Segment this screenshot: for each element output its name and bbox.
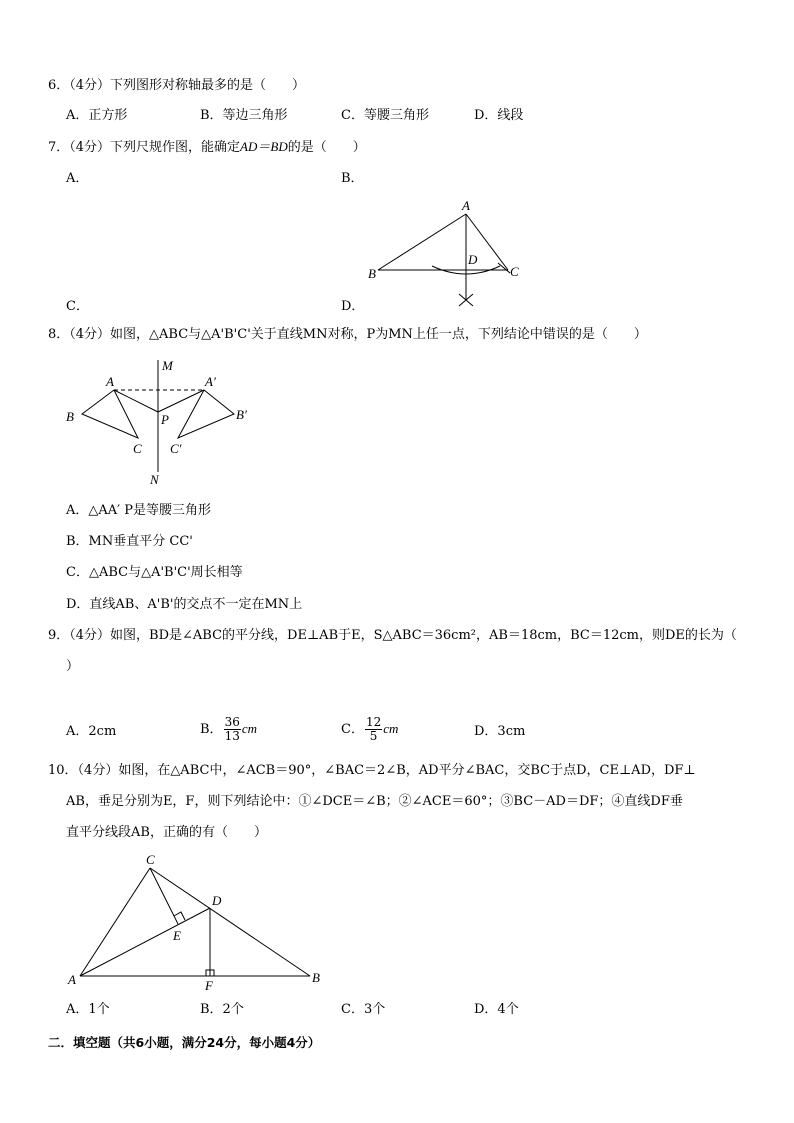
q10-option-b: B．2个 <box>200 1002 244 1017</box>
q8-option-a: A．△AA′ P是等腰三角形 <box>66 503 211 518</box>
q7-label-b: B <box>368 266 376 281</box>
q8-label-m: M <box>162 358 173 373</box>
q10-label-c: C <box>146 852 155 867</box>
q8-label-a: A <box>106 374 114 389</box>
q8-option-d: D．直线AB、A'B'的交点不一定在MN上 <box>66 597 303 612</box>
q8-label-b: B <box>66 409 74 424</box>
q8-label-n: N <box>150 472 159 487</box>
q10-stem-line1: 10．（4分）如图，在△ABC中，∠ACB＝90°，∠BAC＝2∠B，AD平分∠BAC，交BC于点D，CE⊥AD，DF⊥ <box>48 763 696 778</box>
q9-option-a: A．2cm <box>66 724 117 739</box>
q7-option-b: B． <box>341 171 364 186</box>
q9-option-b-label: B． <box>200 722 223 737</box>
q10-side-ac <box>80 868 150 976</box>
q9-option-c-unit: cm <box>383 721 399 736</box>
q9-option-b-unit: cm <box>241 721 258 736</box>
q10-label-b: B <box>312 970 320 985</box>
q8-option-b: B．MN垂直平分 CC' <box>66 534 193 549</box>
q10-stem-line2: AB，垂足分别为E，F，则下列结论中：①∠DCE＝∠B；②∠ACE＝60°；③BC－AD＝DF；④直线DF垂 <box>66 794 683 809</box>
q8-label-c: C <box>133 441 142 456</box>
q6-option-c: C．等腰三角形 <box>341 108 429 123</box>
q10-option-c: C．3个 <box>341 1002 386 1017</box>
q10-label-d: D <box>212 893 222 908</box>
q7-option-a: A． <box>66 171 89 186</box>
q8-label-c-prime: C′ <box>170 441 182 456</box>
q10-line-ad <box>80 908 210 976</box>
q9-option-c-numerator: 12 <box>365 715 382 729</box>
q7-option-c: C． <box>66 299 89 314</box>
section-2-title: 二．填空题（共6小题，满分24分，每小题4分） <box>48 1035 321 1050</box>
q10-label-e: E <box>173 928 181 943</box>
q9-option-d: D．3cm <box>474 724 526 739</box>
q9-option-c-denominator: 5 <box>369 729 378 743</box>
q9-stem-line2: ） <box>66 659 80 674</box>
q9-option-b-denominator: 13 <box>224 729 240 743</box>
q9-option-c-label: C． <box>341 722 364 737</box>
q10-option-d: D．4个 <box>474 1002 519 1017</box>
q6-option-a: A．正方形 <box>66 108 128 123</box>
q7-stem-pre: 7．（4分）下列尺规作图，能确定 <box>48 140 241 155</box>
q10-stem-line3: 直平分线段AB，正确的有（ ） <box>66 825 267 840</box>
q10-label-f: F <box>205 978 213 993</box>
q7-label-a: A <box>462 198 470 213</box>
q8-label-p: P <box>161 412 169 427</box>
q6-option-d: D．线段 <box>474 108 524 123</box>
q8-label-b-prime: B′ <box>236 407 247 422</box>
q10-option-a: A．1个 <box>66 1002 110 1017</box>
q8-label-a-prime: A′ <box>205 374 216 389</box>
q8-option-c: C．△ABC与△A'B'C'周长相等 <box>66 565 243 580</box>
q10-side-cb <box>150 868 310 976</box>
q7-label-c: C <box>510 264 519 279</box>
q6-stem: 6．（4分）下列图形对称轴最多的是（ ） <box>48 78 306 93</box>
q6-option-b: B．等边三角形 <box>200 108 288 123</box>
q9-stem-line1: 9．（4分）如图，BD是∠ABC的平分线，DE⊥AB于E，S△ABC＝36cm²，AB＝18cm，BC＝12cm，则DE的长为（ <box>48 628 737 643</box>
q7-option-d: D． <box>341 299 365 314</box>
q8-stem: 8．（4分）如图，△ABC与△A'B'C'关于直线MN对称，P为MN上任一点，下列结论中错误的是（ ） <box>48 327 647 342</box>
q10-label-a: A <box>68 972 76 987</box>
q9-option-b-numerator: 36 <box>224 715 240 729</box>
q7-stem-post: 的是（ ） <box>287 140 366 155</box>
q7-stem-math: AD＝BD <box>240 139 288 154</box>
q7-label-d: D <box>468 252 478 267</box>
